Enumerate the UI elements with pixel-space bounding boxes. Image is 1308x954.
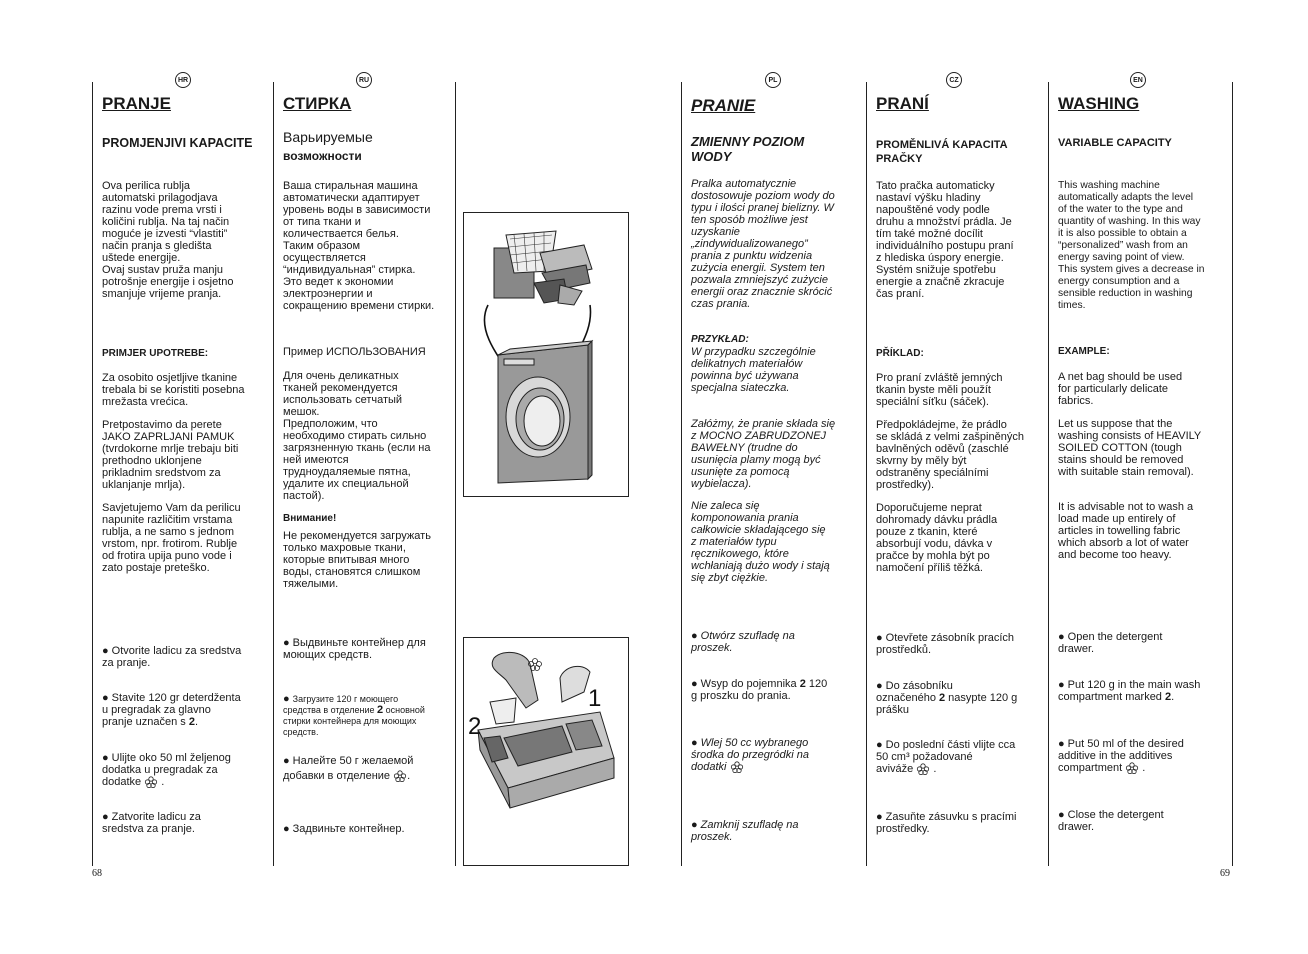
- flag-ru-icon: RU: [356, 72, 372, 88]
- flower-icon: [730, 761, 744, 773]
- step-text: 120 g proszku do prania.: [691, 678, 828, 702]
- column-en: [1050, 82, 1232, 866]
- page-number-right: 69: [1220, 868, 1230, 879]
- step-text: Задвиньте контейнер.: [292, 823, 405, 835]
- flag-hr-icon: HR: [175, 72, 191, 88]
- column-divider: [681, 82, 682, 866]
- example-text: W przypadku szczególnie delikatnych materiałów powinna być używana specjalna siateczka.: [691, 346, 816, 394]
- washing-machine-illustration: [464, 213, 628, 496]
- example-text: Let us suppose that the washing consists of HEAVILY SOILED COTTON (tough stains should be removed with suitable stain removal).: [1058, 418, 1202, 478]
- step-text: Otwórz szufladę na proszek.: [691, 630, 795, 654]
- column-divider: [455, 82, 456, 866]
- flower-icon: [393, 770, 407, 782]
- step-item: ● Do poslední části vlijte cca 50 cm³ požadované aviváže .: [876, 739, 1042, 775]
- step-item: [283, 637, 449, 661]
- example-text: Załóżmy, że pranie składa się z MOCNO ZABRUDZONEJ BAWEŁNY (trudne do usunięcia plamy mogą być usunięte za pomocą wybielacza).: [691, 418, 836, 490]
- compartment-number: 2: [377, 704, 384, 716]
- figure-detergent-drawer: [463, 637, 629, 866]
- intro-text: This washing machine automatically adapts the level of the water to the type and quantity of washing. In this way it is also possible to obtain a “personalized” wash from an energy saving point of view. This system gives a decrease in energy consumption and a sensible reduction in washing times.: [1058, 180, 1205, 311]
- step-text: Otvorite ladicu za sredstva za pranje.: [102, 645, 242, 669]
- step-text: .: [1171, 691, 1175, 703]
- step-text: Stavite 120 gr deterdženta u pregradak za glavno pranje uznačen s: [102, 692, 241, 728]
- step-item: [876, 680, 1042, 716]
- step-text: Wlej 50 cc wybranego środka do przegródki na dodatki: [691, 737, 810, 773]
- example-heading: EXAMPLE:: [1058, 346, 1110, 357]
- section-subtitle: PROMĚNLIVÁ KAPACITA PRAČKY: [876, 139, 1008, 165]
- step-item: [102, 645, 268, 669]
- figure-washing-machine: [463, 212, 629, 497]
- step-text: Do poslední části vlijte cca 50 cm³ požadované aviváže: [876, 739, 1016, 775]
- section-title: PRANJE: [102, 94, 171, 113]
- step-item: [1058, 809, 1224, 833]
- section-subtitle: PROMJENJIVI KAPACITE: [102, 136, 253, 150]
- step-text: Налейте 50 г желаемой добавки в отделение: [283, 755, 414, 782]
- step-item: ● Налейте 50 г желаемой добавки в отделение .: [283, 754, 449, 784]
- intro-text: Ova perilica rublja automatski prilagodjava razinu vode prema vrsti i količini rublja. Na taj način moguće je izvesti “vlastiti” način pranja s gledišta uštede energije. Ovaj sustav pruža manju potrošnje energije i osjetno smanjuje vrijeme pranja.: [102, 180, 234, 300]
- step-text: Put 50 ml of the desired additive in the additives compartment: [1058, 738, 1184, 774]
- attention-heading: Внимание!: [283, 513, 337, 524]
- step-item: [283, 694, 449, 738]
- intro-text: Pralka automatycznie dostosowuje poziom wody do typu i ilości pranej bielizny. W ten sposób możliwe jest uzyskanie „zindywidualizowanego” prania z punktu widzenia zużycia energii. System ten pozwala zmniejszyć zużycie energii oraz znacznie skrócić czas prania.: [691, 178, 835, 310]
- compartment-label-2: 2: [468, 713, 482, 740]
- example-text: Pro praní zvláště jemných tkanin byste měli použít speciální síťku (sáček).: [876, 372, 1003, 408]
- compartment-number: 2: [799, 678, 806, 690]
- section-title: СТИРКА: [283, 94, 352, 113]
- step-item: [691, 819, 857, 843]
- example-text: A net bag should be used for particularly delicate fabrics.: [1058, 371, 1183, 407]
- example-heading: PRIMJER UPOTREBE:: [102, 348, 209, 359]
- step-item: [1058, 631, 1224, 655]
- example-text: Pretpostavimo da perete JAKO ZAPRLJANI PAMUK (tvrdokorne mrlje trebaju biti prethodno uklonjene prikladnim sredstvom za uklanjanje mrlja).: [102, 419, 239, 491]
- example-text: It is advisable not to wash a load made up entirely of articles in towelling fabric which absorb a lot of water and become too heavy.: [1058, 501, 1194, 561]
- step-item: ● Ulijte oko 50 ml željenog dodatka u pregradak za dodatke .: [102, 752, 268, 788]
- example-text: Předpokládejme, že prádlo se skládá z velmi zašpiněných bavlněných oděvů (zaschlé skvrny by měly být odstraněny speciálními prostředky).: [876, 419, 1024, 491]
- step-text: Zamknij szufladę na proszek.: [691, 819, 799, 843]
- detergent-drawer-illustration: [464, 638, 628, 865]
- subtitle-line: возможности: [283, 149, 362, 163]
- step-item: [1058, 679, 1230, 703]
- column-divider: [273, 82, 274, 866]
- step-text: Zatvorite ladicu za sredstva za pranje.: [102, 811, 201, 835]
- step-text: Zasuňte zásuvku s pracími prostředky.: [876, 811, 1017, 835]
- column-pl: [683, 82, 866, 866]
- attention-text: Не рекомендуется загружать только махровые ткани, которые впитывая много воды, становятся слишком тяжелыми.: [283, 530, 431, 590]
- section-title: PRANÍ: [876, 94, 929, 113]
- step-text: Otevřete zásobník pracích prostředků.: [876, 632, 1015, 656]
- step-text: Wsyp do pojemnika: [700, 678, 800, 690]
- example-heading: PŘÍKLAD:: [876, 348, 924, 359]
- flower-icon: [1125, 762, 1139, 774]
- section-subtitle: [283, 128, 451, 165]
- step-text: основной стирки контейнера для моющих средств.: [283, 705, 425, 737]
- section-subtitle: ZMIENNY POZIOM WODY: [691, 134, 805, 164]
- example-heading: PRZYKŁAD:: [691, 334, 749, 345]
- example-text: Savjetujemo Vam da perilicu napunite različitim vrstama rublja, a ne samo s jednom vrstom, npr. frotirom. Rublje od frotira upija puno vode i zato postaje preteško.: [102, 502, 241, 574]
- step-item: ● Stavite 120 gr deterdženta u pregradak za glavno pranje uznačen s 2.: [102, 692, 268, 728]
- section-title: WASHING: [1058, 94, 1140, 113]
- column-hr: [94, 82, 272, 866]
- intro-text: Tato pračka automaticky nastaví výšku hladiny napouštěné vody podle druhu a množství prádla. Je tím také možné docílit individuálního postupu praní z hlediska úspory energie. Systém snižuje spotřebu energie a značně zkracuje čas praní.: [876, 180, 1014, 300]
- column-divider: [1232, 82, 1233, 866]
- intro-text: Ваша стиральная машина автоматически адаптирует уровень воды в зависимости от типа ткани и количествается белья. Таким образом осуществляется “индивидуальная” стирка. Это ведет к экономии электроэнергии и сокращению времени стирки.: [283, 180, 435, 312]
- column-divider: [92, 82, 93, 866]
- step-text: Close the detergent drawer.: [1058, 809, 1164, 833]
- step-item: [876, 632, 1042, 656]
- compartment-number: 2: [1164, 691, 1172, 703]
- example-text: Nie zaleca się komponowania prania całkowicie składającego się z materiałów typu ręcznikowego, które wchłaniają dużo wody i stają się zbyt ciężkie.: [691, 500, 830, 584]
- compartment-number: 2: [939, 692, 946, 704]
- step-item: [102, 811, 268, 835]
- example-text: Для очень деликатных тканей рекомендуется использовать сетчатый мешок. Предположим, что необходимо стирать сильно загрязненную ткань (если на ней имеются трудноудаляемые пятна, удалите их специальной пастой).: [283, 370, 431, 502]
- flower-icon: [144, 776, 158, 788]
- step-text: Do zásobníku označeného: [876, 680, 953, 704]
- compartment-label-1: 1: [588, 685, 602, 712]
- step-text: Ulijte oko 50 ml željenog dodatka u pregradak za dodatke: [102, 752, 231, 788]
- flower-icon: [916, 763, 930, 775]
- subtitle-line: Варьируемые: [283, 129, 373, 145]
- step-text: Open the detergent drawer.: [1058, 631, 1163, 655]
- section-title: PRANIE: [691, 96, 756, 115]
- step-item: ● Put 50 ml of the desired additive in the additives compartment .: [1058, 738, 1224, 774]
- page-number-left: 68: [92, 868, 102, 879]
- column-cz: [868, 82, 1048, 866]
- flag-pl-icon: PL: [765, 72, 781, 88]
- example-text: Za osobito osjetljive tkanine trebala bi se koristiti posebna mrežasta vrećica.: [102, 372, 245, 408]
- step-item: [876, 811, 1042, 835]
- step-item: [283, 823, 449, 835]
- step-item: [691, 678, 857, 702]
- column-divider: [866, 82, 867, 866]
- column-ru: [275, 82, 455, 866]
- step-text: nasypte 120 g prášku: [876, 692, 1018, 716]
- step-item: [691, 737, 857, 773]
- example-heading: Пример ИСПОЛЬЗОВАНИЯ: [283, 346, 426, 358]
- column-divider: [1048, 82, 1049, 866]
- step-text: Загрузите 120 г моющего средства в отделение: [283, 694, 399, 715]
- example-text: Doporučujeme neprat dohromady dávku prádla pouze z tkanin, které absorbují vodu, dávka v pračce by mohla být po namočení příliš těžká.: [876, 502, 998, 574]
- flag-en-icon: EN: [1130, 72, 1146, 88]
- step-text: Put 120 g in the main wash compartment marked: [1058, 679, 1201, 703]
- step-text: Выдвиньте контейнер для моющих средств.: [283, 637, 426, 661]
- compartment-number: 2: [188, 716, 195, 728]
- flag-cz-icon: CZ: [946, 72, 962, 88]
- step-item: [691, 630, 857, 654]
- section-subtitle: VARIABLE CAPACITY: [1058, 137, 1172, 149]
